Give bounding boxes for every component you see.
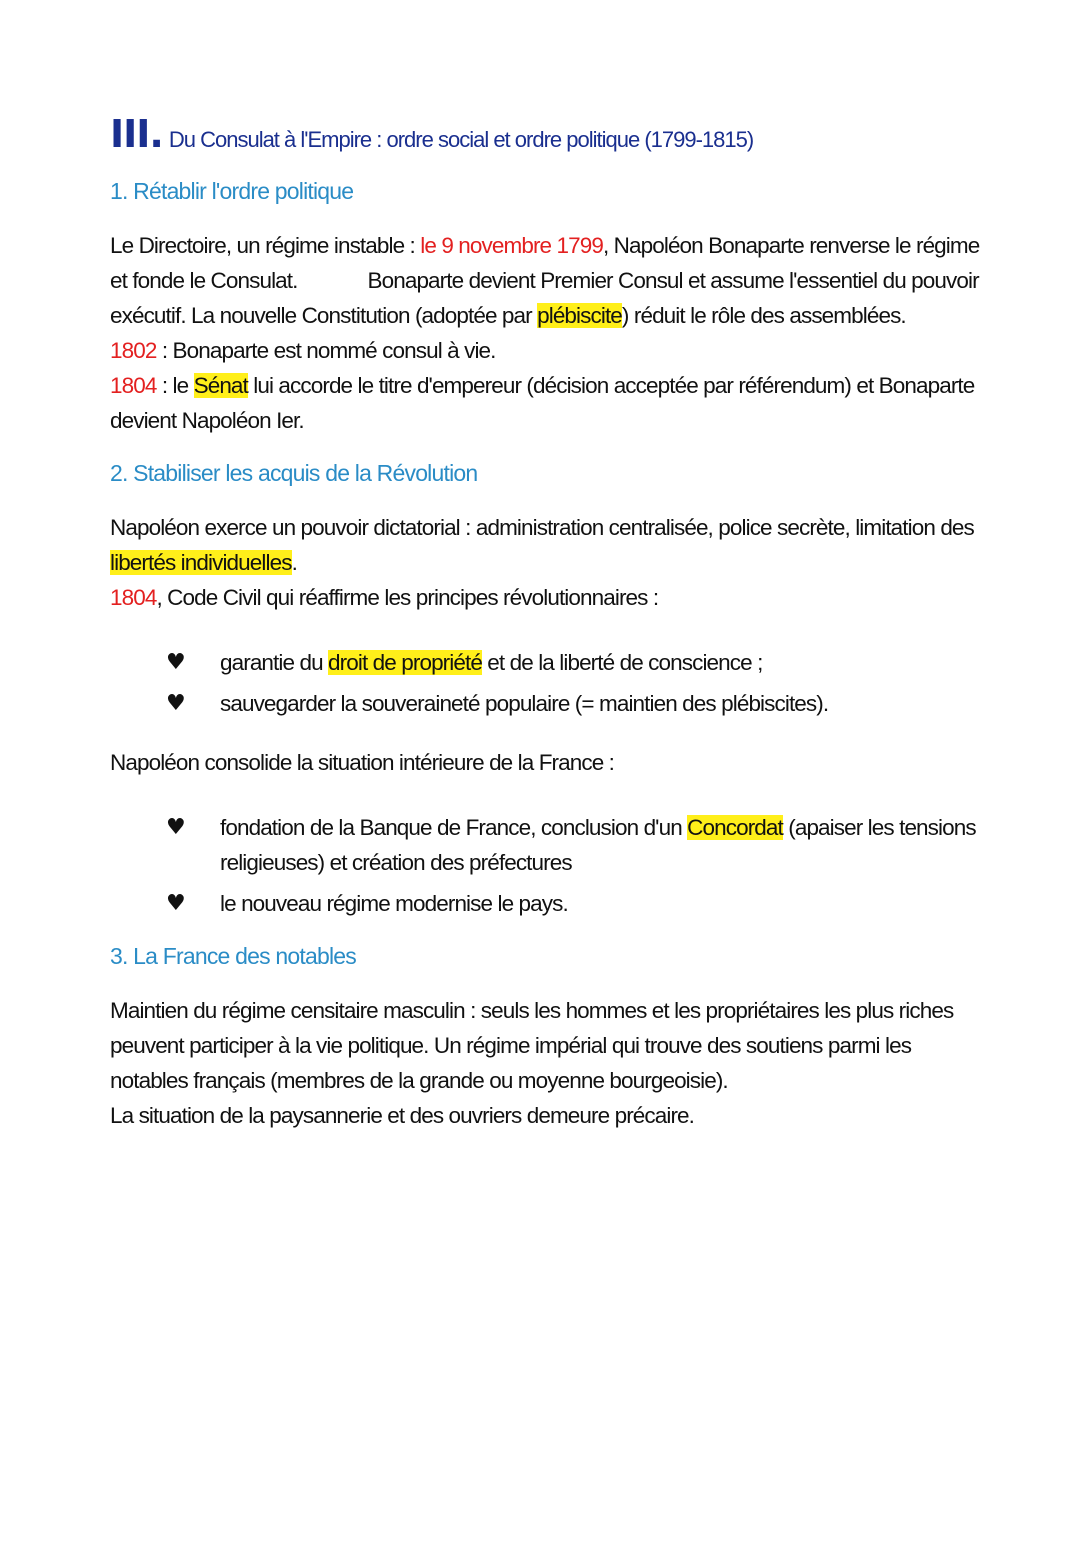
part3-paragraph-2: La situation de la paysannerie et des ouvriers demeure précaire. (110, 1103, 695, 1128)
heart-bullet-icon: ♥ (166, 891, 185, 916)
part1-text: : Bonaparte est nommé consul à vie. (156, 338, 496, 363)
list-item (110, 810, 980, 880)
part3-paragraph-1: Maintien du régime censitaire masculin : seuls les hommes et les propriétaires les plus riches peuvent participer à la vie politique. Un régime impérial qui trouve des soutiens parmi les notables français (membres de la grande ou moyenne bourgeoisie). (110, 998, 954, 1093)
part1-text: lui accorde le titre d'empereur (décision acceptée par référendum) et Bonaparte devient Napoléon Ier. (110, 373, 975, 433)
highlight-concordat: Concordat (687, 815, 783, 840)
list-text: fondation de la Banque de France, conclusion d'un (220, 815, 688, 840)
highlight-senat: Sénat (193, 373, 248, 398)
heading-part1: 1. Rétablir l'ordre politique (110, 178, 354, 204)
date-1804-code-civil: 1804 (110, 585, 157, 610)
list-text: garantie du (220, 650, 329, 675)
list-situation-interieure (110, 810, 980, 921)
section-title (110, 112, 980, 156)
part2-paragraph-1 (110, 510, 980, 580)
list-item (110, 686, 980, 721)
part2-text: . (291, 550, 297, 575)
highlight-libertes: libertés individuelles (110, 550, 292, 575)
date-1802: 1802 (110, 338, 157, 363)
part2-text: , Code Civil qui réaffirme les principes révolutionnaires : (156, 585, 659, 610)
heading-part3: 3. La France des notables (110, 943, 356, 969)
part1-text: ) réduit le rôle des assemblées. (621, 303, 906, 328)
heart-bullet-icon: ♥ (166, 815, 185, 840)
highlight-droit-propriete: droit de propriété (328, 650, 482, 675)
section-number: III. (110, 112, 163, 156)
part1-text: , Napoléon Bonaparte renverse le régime et fonde le Consulat. (110, 233, 980, 293)
document-page (110, 112, 980, 1133)
heading-part2: 2. Stabiliser les acquis de la Révolution (110, 460, 478, 486)
heart-bullet-icon: ♥ (166, 650, 185, 675)
heart-bullet-icon: ♥ (166, 691, 185, 716)
list-text: et de la liberté de conscience ; (481, 650, 763, 675)
part1-text: Le Directoire, un régime instable : (110, 233, 421, 258)
section-title-text: Du Consulat à l'Empire : ordre social et ordre politique (1799-1815) (168, 127, 754, 152)
part1-line-1802 (110, 333, 980, 368)
date-1804: 1804 (110, 373, 157, 398)
part1-text: Bonaparte devient Premier Consul et assume l'essentiel du pouvoir exécutif. La nouvelle Constitution (adoptée par (110, 268, 979, 328)
list-item (110, 886, 980, 921)
highlight-plebiscite: plébiscite (537, 303, 622, 328)
list-item (110, 645, 980, 680)
part1-paragraph-1 (110, 228, 980, 333)
date-1799: le 9 novembre 1799 (420, 233, 603, 258)
part1-text: : le (156, 373, 194, 398)
list-code-civil (110, 645, 980, 721)
part2-text: Napoléon exerce un pouvoir dictatorial : administration centralisée, police secrète, limitation des (110, 515, 974, 540)
part2-paragraph-3: Napoléon consolide la situation intérieure de la France : (110, 750, 615, 775)
list-text: le nouveau régime modernise le pays. (220, 891, 568, 916)
part2-paragraph-1804 (110, 580, 980, 615)
list-text: (apaiser les tensions religieuses) et création des préfectures (220, 815, 976, 875)
list-text: sauvegarder la souveraineté populaire (= maintien des plébiscites). (220, 691, 829, 716)
part1-line-1804 (110, 368, 980, 438)
